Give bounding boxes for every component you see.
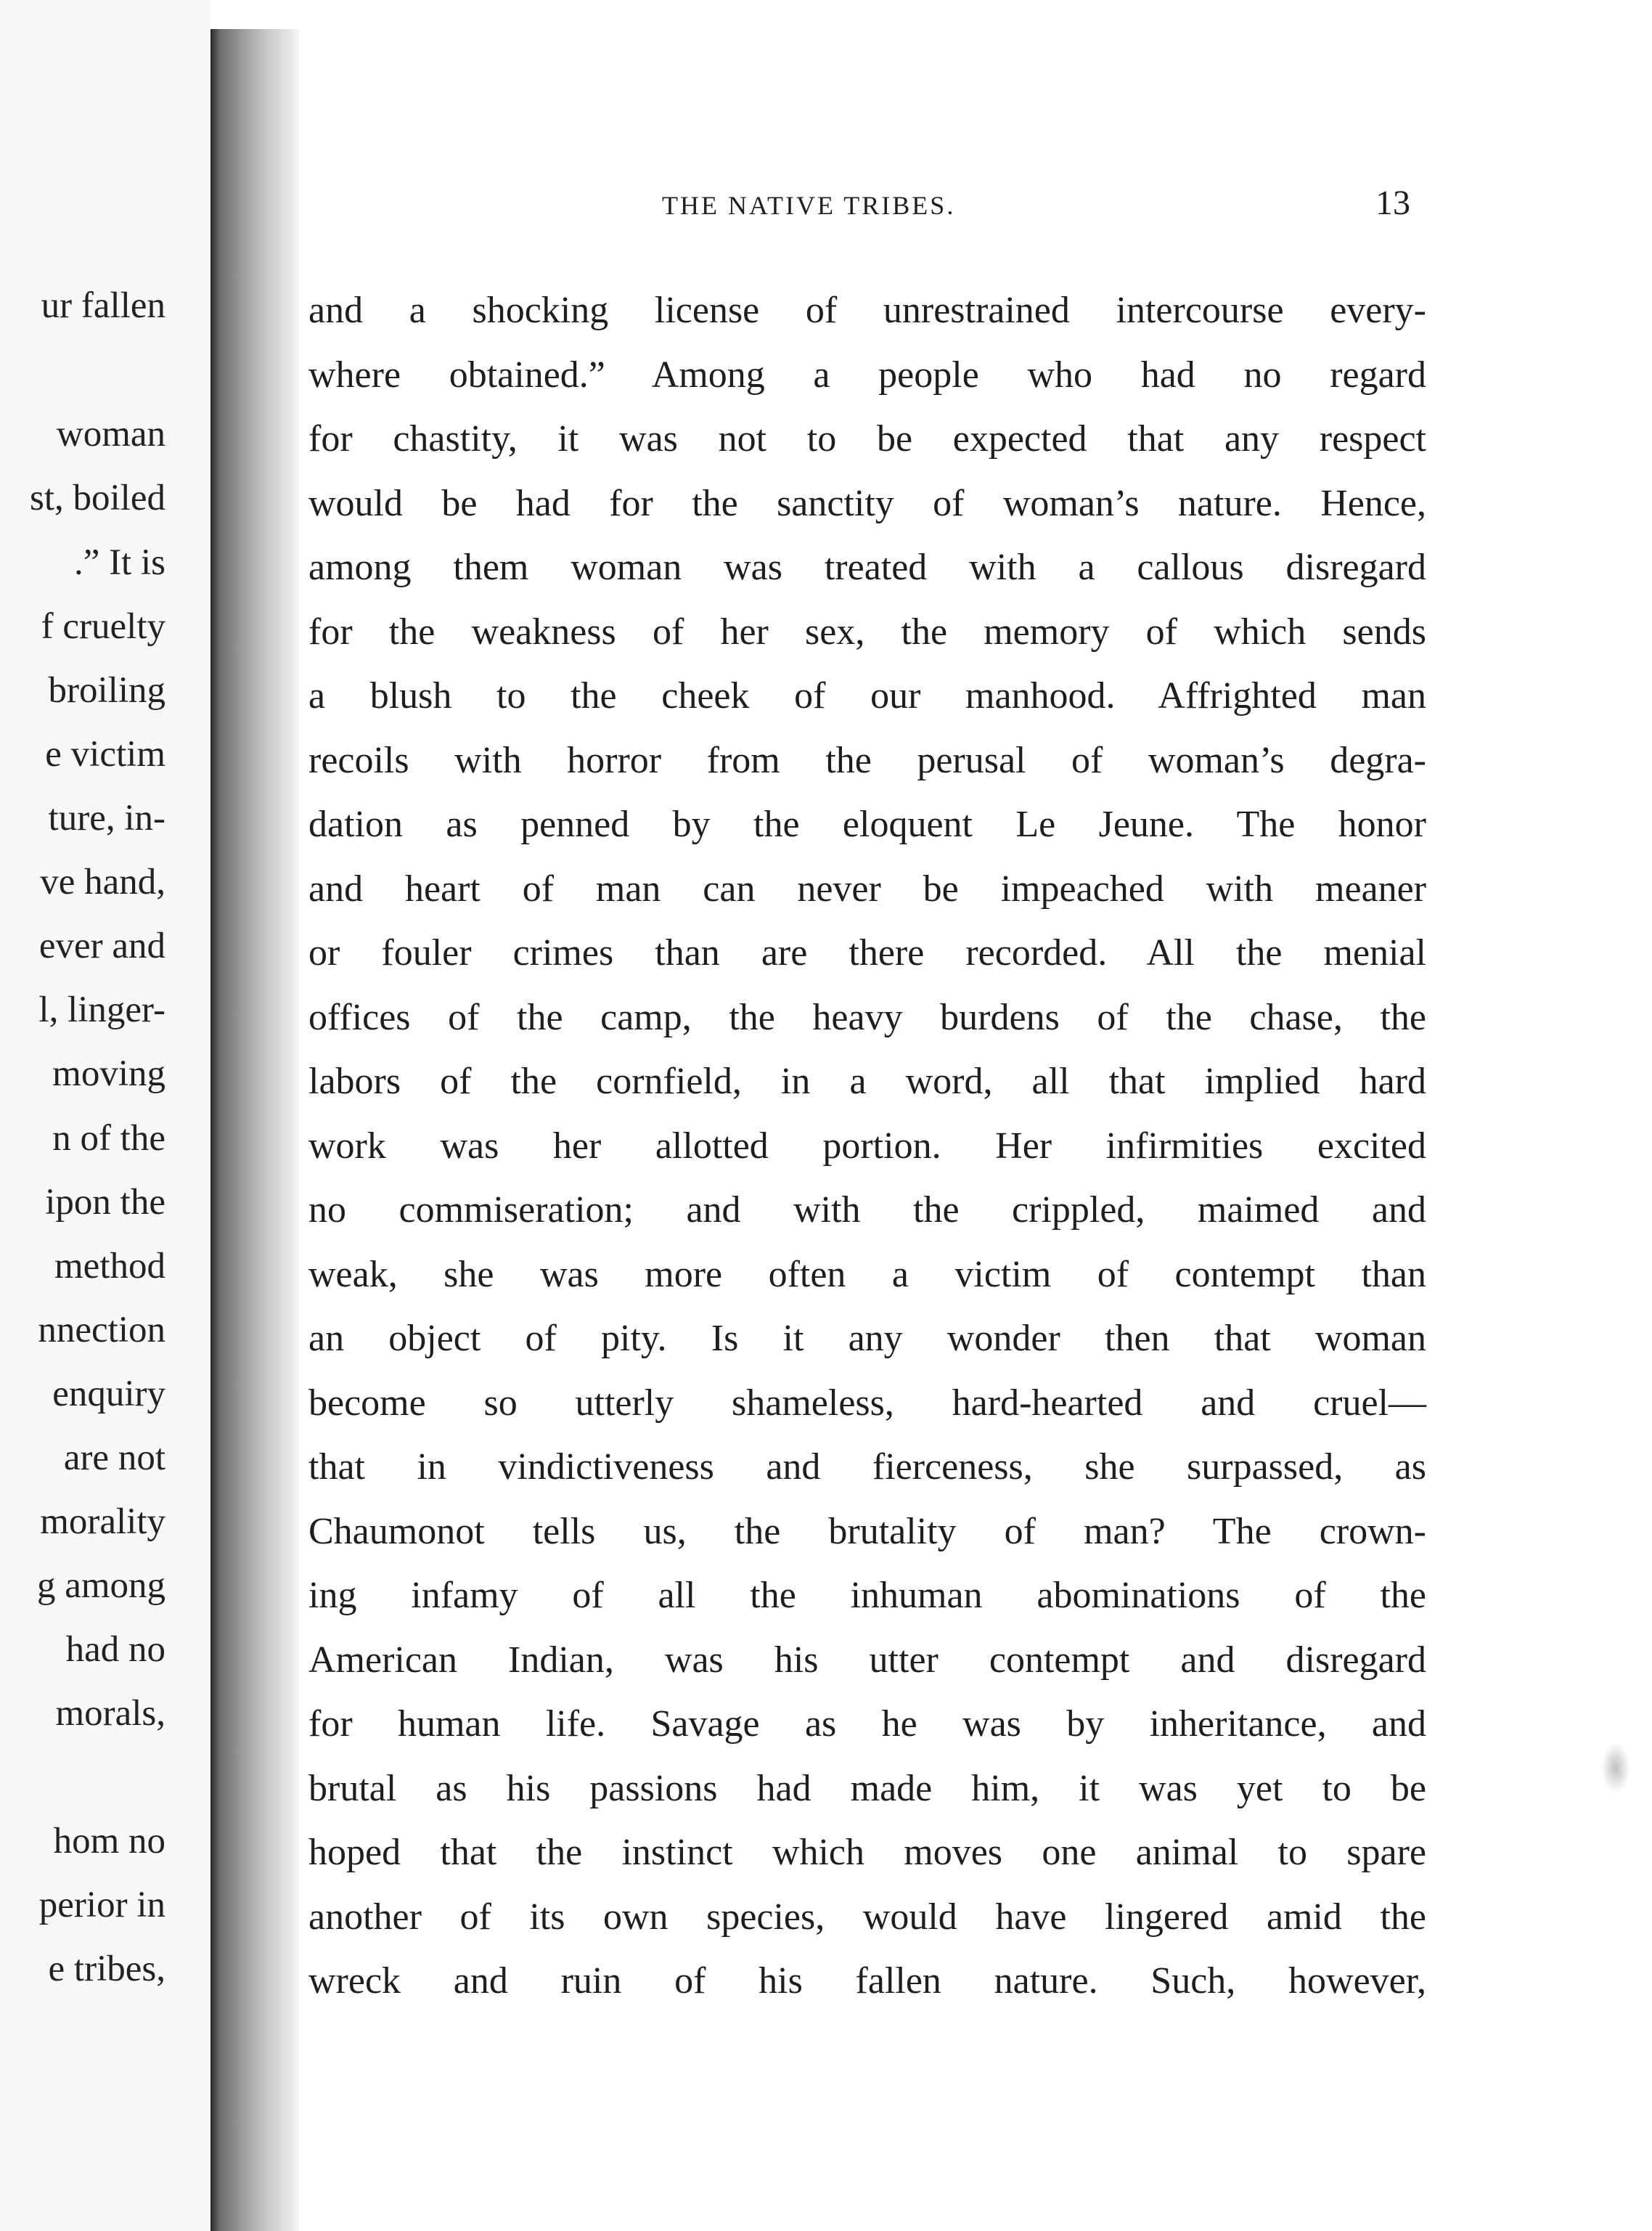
body-text (308, 279, 1426, 2014)
text-line: where obtained.” Among a people who had no regard (308, 354, 1426, 396)
facing-page-line: n of the (52, 1118, 165, 1159)
text-line: no commiseration; and with the crippled, maimed and (308, 1189, 1426, 1231)
text-line: another of its own species, would have lingered amid the (308, 1896, 1426, 1938)
facing-page-line: method (54, 1246, 165, 1286)
text-line: hoped that the instinct which moves one animal to spare (308, 1832, 1426, 1873)
facing-page-line: st, boiled (30, 478, 165, 518)
text-line: dation as penned by the eloquent Le Jeune. The honor (308, 804, 1426, 845)
text-line: for the weakness of her sex, the memory of which sends (308, 611, 1426, 653)
text-line: ing infamy of all the inhuman abominations of the (308, 1575, 1426, 1616)
text-line: an object of pity. Is it any wonder then that woman (308, 1318, 1426, 1359)
book-gutter (210, 0, 299, 2231)
text-line: wreck and ruin of his fallen nature. Such, however, (308, 1960, 1426, 2002)
facing-page-line: e tribes, (48, 1949, 165, 1989)
text-line: labors of the cornfield, in a word, all that implied hard (308, 1061, 1426, 1102)
facing-page-line: enquiry (52, 1374, 165, 1414)
facing-page-line: l, linger- (38, 990, 165, 1030)
facing-page-line: .” It is (73, 542, 165, 583)
facing-page-line: had no (65, 1629, 165, 1670)
facing-page-line: e victim (45, 734, 165, 775)
text-line: weak, she was more often a victim of contempt than (308, 1253, 1426, 1295)
facing-page-line: woman (56, 414, 165, 454)
text-line: for chastity, it was not to be expected that any respect (308, 418, 1426, 460)
facing-page-line: hom no (53, 1821, 165, 1861)
facing-page-line: ever and (38, 926, 165, 966)
facing-page-line: ipon the (45, 1182, 165, 1223)
facing-page-line: broiling (48, 670, 165, 711)
text-line: offices of the camp, the heavy burdens of the chase, the (308, 996, 1426, 1038)
text-line: brutal as his passions had made him, it was yet to be (308, 1767, 1426, 1809)
text-line: become so utterly shameless, hard-hearted and cruel— (308, 1382, 1426, 1424)
running-head: THE NATIVE TRIBES. (662, 191, 956, 220)
facing-page-line: ve hand, (40, 862, 165, 902)
text-line: and heart of man can never be impeached with meaner (308, 868, 1426, 910)
text-line: work was her allotted portion. Her infirmities excited (308, 1125, 1426, 1167)
text-line: and a shocking license of unrestrained intercourse every- (308, 290, 1426, 331)
text-line: Chaumonot tells us, the brutality of man? The crown- (308, 1510, 1426, 1552)
text-line: among them woman was treated with a callous disregard (308, 547, 1426, 588)
text-line: American Indian, was his utter contempt and disregard (308, 1639, 1426, 1681)
text-line: recoils with horror from the perusal of woman’s degra- (308, 739, 1426, 781)
text-line: a blush to the cheek of our manhood. Affrighted man (308, 675, 1426, 717)
paper-speck (1601, 1742, 1630, 1793)
facing-page-line: morality (40, 1501, 165, 1542)
text-line: would be had for the sanctity of woman’s nature. Hence, (308, 482, 1426, 524)
facing-page-line: ture, in- (48, 798, 165, 839)
facing-page-line: are not (63, 1437, 165, 1478)
facing-page-line: nnection (38, 1310, 165, 1350)
page-number: 13 (1375, 184, 1410, 222)
text-line: that in vindictiveness and fierceness, she surpassed, as (308, 1446, 1426, 1488)
facing-page (0, 0, 210, 2231)
facing-page-line: perior in (38, 1885, 165, 1925)
gutter-top-edge (210, 0, 299, 29)
text-line: or fouler crimes than are there recorded. All the menial (308, 932, 1426, 974)
facing-page-line: moving (52, 1053, 165, 1094)
facing-page-line: f cruelty (41, 606, 165, 647)
facing-page-line: ur fallen (41, 285, 165, 326)
facing-page-line: g among (36, 1565, 165, 1606)
text-line: for human life. Savage as he was by inheritance, and (308, 1703, 1426, 1745)
facing-page-line: morals, (55, 1693, 165, 1734)
